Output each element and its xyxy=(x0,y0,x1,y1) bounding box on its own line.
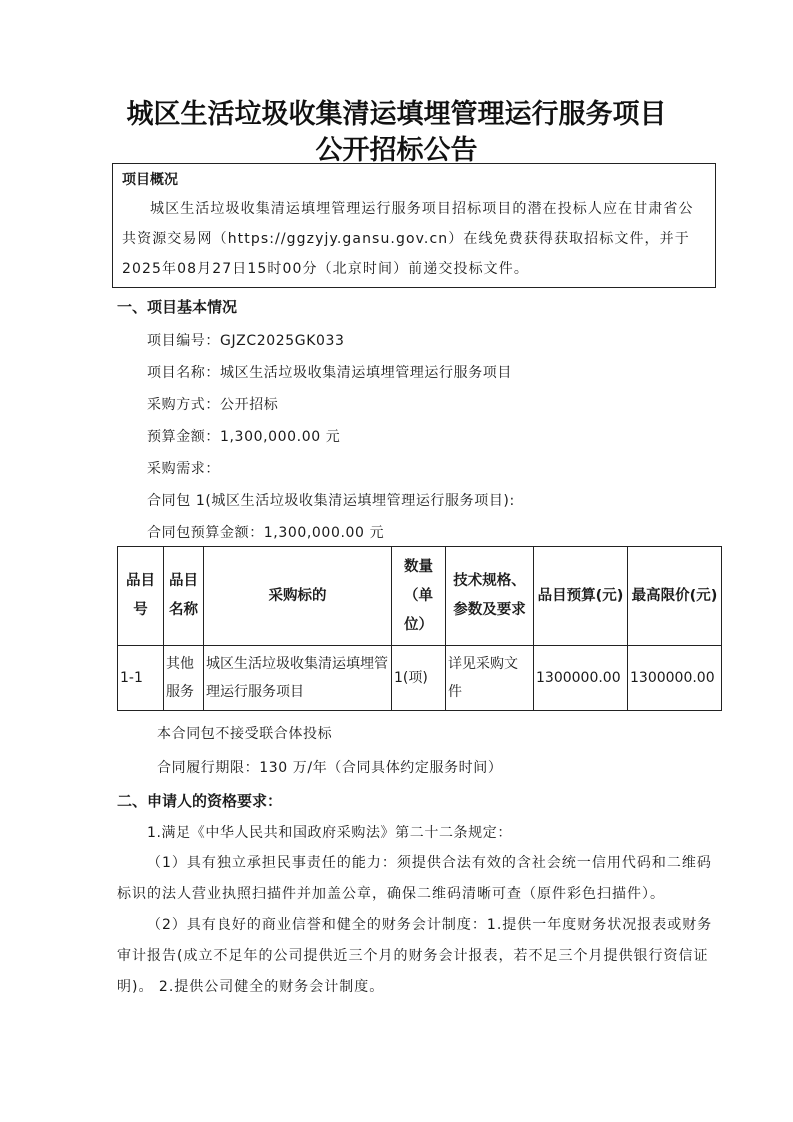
package-budget: 合同包预算金额：1,300,000.00 元 xyxy=(147,525,385,541)
overview-heading: 项目概况 xyxy=(122,172,178,188)
qualification-item1-1: （1）具有独立承担民事责任的能力：须提供合法有效的含社会统一信用代码和二维码标识的法人营业执照扫描件并加盖公章，确保二维码清晰可查（原件彩色扫描件）。 xyxy=(117,855,712,902)
contract-term: 合同履行期限：130 万/年（合同具体约定服务时间） xyxy=(157,760,503,776)
header-quantity: 数量（单位） xyxy=(392,547,446,646)
no-consortium-note: 本合同包不接受联合体投标 xyxy=(157,726,333,742)
overview-box xyxy=(112,163,716,288)
header-max-price: 最高限价(元) xyxy=(628,547,722,646)
cell-item-budget: 1300000.00 xyxy=(534,646,628,711)
qualification-item1: 1.满足《中华人民共和国政府采购法》第二十二条规定： xyxy=(147,825,512,841)
overview-body: 城区生活垃圾收集清运填埋管理运行服务项目招标项目的潜在投标人应在甘肃省公共资源交易网（https://ggzyjy.gansu.gov.cn）在线免费获得获取招标文件，并于2025年08月27日15时00分（北京时间）前递交投标文件。 xyxy=(122,201,694,277)
cell-quantity: 1(项) xyxy=(392,646,446,711)
cell-item-no: 1-1 xyxy=(118,646,164,711)
section2-heading: 二、申请人的资格要求： xyxy=(117,792,283,810)
procurement-demand: 采购需求： xyxy=(147,461,220,477)
cell-subject: 城区生活垃圾收集清运填埋管理运行服务项目 xyxy=(204,646,392,711)
cell-spec: 详见采购文件 xyxy=(446,646,534,711)
cell-max-price: 1300000.00 xyxy=(628,646,722,711)
doc-title-line2: 公开招标公告 xyxy=(315,135,478,166)
project-number: 项目编号：GJZC2025GK033 xyxy=(147,333,345,349)
qualification-item1-2: （2）具有良好的商业信誉和健全的财务会计制度：1.提供一年度财务状况报表或财务审计报告(成立不足年的公司提供近三个月的财务会计报表，若不足三个月提供银行资信证明)。 2.提供公司健全的财务会计制度。 xyxy=(117,917,713,995)
doc-title-line1: 城区生活垃圾收集清运填埋管理运行服务项目 xyxy=(126,99,667,130)
header-item-name: 品目名称 xyxy=(164,547,204,646)
table-row xyxy=(118,646,722,711)
contract-package: 合同包 1(城区生活垃圾收集清运填埋管理运行服务项目): xyxy=(147,493,515,509)
header-subject: 采购标的 xyxy=(204,547,392,646)
header-item-budget: 品目预算(元) xyxy=(534,547,628,646)
items-table xyxy=(117,546,722,711)
header-spec: 技术规格、参数及要求 xyxy=(446,547,534,646)
cell-item-name: 其他服务 xyxy=(164,646,204,711)
section1-heading: 一、项目基本情况 xyxy=(117,298,238,316)
header-item-no: 品目号 xyxy=(118,547,164,646)
table-header-row xyxy=(118,547,722,646)
budget-amount: 预算金额：1,300,000.00 元 xyxy=(147,429,341,445)
procurement-method: 采购方式：公开招标 xyxy=(147,397,279,413)
project-name: 项目名称：城区生活垃圾收集清运填埋管理运行服务项目 xyxy=(147,365,512,381)
